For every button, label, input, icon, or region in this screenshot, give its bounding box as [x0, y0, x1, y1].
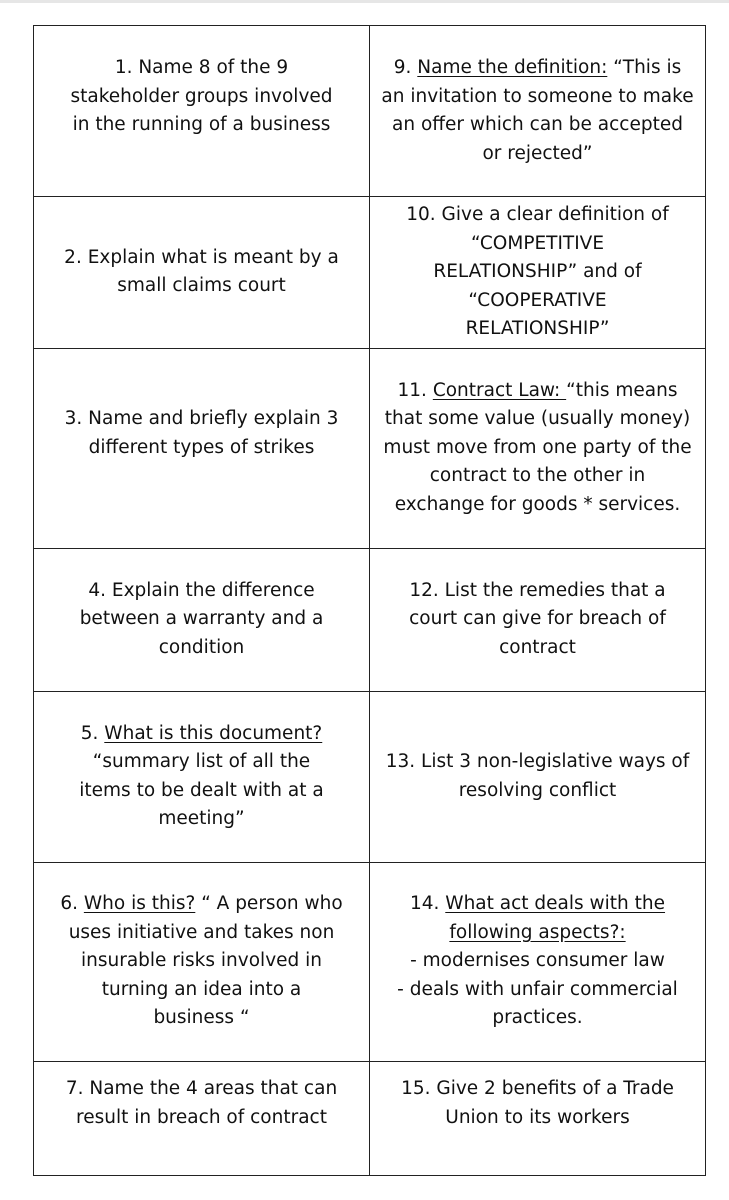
card-line: or rejected” — [482, 142, 593, 164]
card-line: contract to the other in — [429, 465, 646, 487]
card-heading: following aspects?: — [449, 921, 626, 943]
card-6 — [34, 862, 370, 1061]
card-line: “COMPETITIVE — [470, 232, 605, 254]
card-heading: Name the definition: — [417, 57, 608, 78]
card-line: Union to its workers — [445, 1106, 630, 1128]
card-line: “COOPERATIVE — [468, 289, 607, 311]
card-1 — [34, 26, 370, 197]
card-line: “this means — [566, 379, 678, 401]
card-line: 13. List 3 non-legislative ways of — [385, 751, 690, 772]
card-line: RELATIONSHIP” and of — [433, 261, 642, 282]
card-2 — [34, 197, 370, 349]
card-line: that some value (usually money) — [384, 408, 691, 430]
card-line: “This is — [607, 57, 682, 78]
card-5 — [34, 691, 370, 862]
grid-row-7 — [34, 1061, 706, 1175]
card-line: court can give for breach of — [409, 608, 666, 630]
card-line: exchange for goods * services. — [394, 493, 681, 515]
card-line: small claims court — [117, 275, 286, 297]
card-line: 15. Give 2 benefits of a Trade — [401, 1078, 674, 1100]
card-line: 10. Give a clear definition of — [406, 204, 669, 225]
card-12 — [370, 548, 706, 691]
top-border — [0, 0, 729, 3]
card-line: uses initiative and takes non — [68, 921, 335, 943]
card-line: “ A person who — [195, 893, 343, 915]
card-line: 1. Name 8 of the 9 — [114, 57, 289, 78]
grid-row-3 — [34, 348, 706, 548]
card-7 — [34, 1061, 370, 1175]
card-line: in the running of a business — [72, 114, 331, 135]
grid-row-1 — [34, 26, 706, 197]
card-line: condition — [158, 636, 245, 658]
card-9 — [370, 26, 706, 197]
grid-row-5 — [34, 691, 706, 862]
card-3 — [34, 348, 370, 548]
flashcard-grid — [33, 25, 706, 1176]
card-line: an offer which can be accepted — [392, 114, 683, 135]
card-heading: What act deals with the — [445, 893, 666, 915]
card-line: “summary list of all the — [92, 751, 311, 772]
card-14 — [370, 862, 706, 1061]
card-line: result in breach of contract — [76, 1106, 327, 1128]
card-number: 11. — [397, 379, 433, 401]
card-heading: What is this document? — [104, 722, 323, 744]
card-line: must move from one party of the — [383, 436, 692, 458]
card-line: practices. — [492, 1007, 583, 1029]
card-4 — [34, 548, 370, 691]
card-line: 7. Name the 4 areas that can — [65, 1078, 338, 1100]
card-11 — [370, 348, 706, 548]
card-line: stakeholder groups involved — [70, 85, 333, 107]
card-line: 12. List the remedies that a — [409, 579, 666, 601]
card-heading: Contract Law: — [432, 379, 567, 401]
card-line: items to be dealt with at a — [79, 779, 324, 801]
card-line: between a warranty and a — [79, 608, 324, 630]
grid-row-2 — [34, 197, 706, 349]
card-line: insurable risks involved in — [80, 950, 323, 972]
card-line: meeting” — [158, 808, 245, 829]
card-line: - modernises consumer law — [410, 950, 665, 972]
card-line: business “ — [153, 1007, 250, 1029]
card-line: RELATIONSHIP” — [465, 318, 610, 339]
card-line: 2. Explain what is meant by a — [64, 246, 339, 268]
card-10 — [370, 197, 706, 349]
card-line: - deals with unfair commercial — [397, 978, 678, 1000]
card-number: 6. — [60, 893, 84, 915]
card-line: 4. Explain the difference — [88, 579, 315, 601]
card-line: different types of strikes — [88, 436, 315, 458]
card-line: turning an idea into a — [101, 978, 302, 1000]
card-number: 9. — [393, 57, 418, 78]
card-number: 14. — [409, 893, 446, 915]
card-line: 3. Name and briefly explain 3 — [64, 408, 339, 430]
grid-row-4 — [34, 548, 706, 691]
card-line: an invitation to someone to make — [381, 85, 694, 107]
card-line: resolving conflict — [458, 779, 617, 801]
grid-row-6 — [34, 862, 706, 1061]
card-13 — [370, 691, 706, 862]
card-15 — [370, 1061, 706, 1175]
card-heading: Who is this? — [83, 893, 196, 915]
card-line: contract — [499, 636, 576, 658]
card-number: 5. — [80, 722, 105, 744]
